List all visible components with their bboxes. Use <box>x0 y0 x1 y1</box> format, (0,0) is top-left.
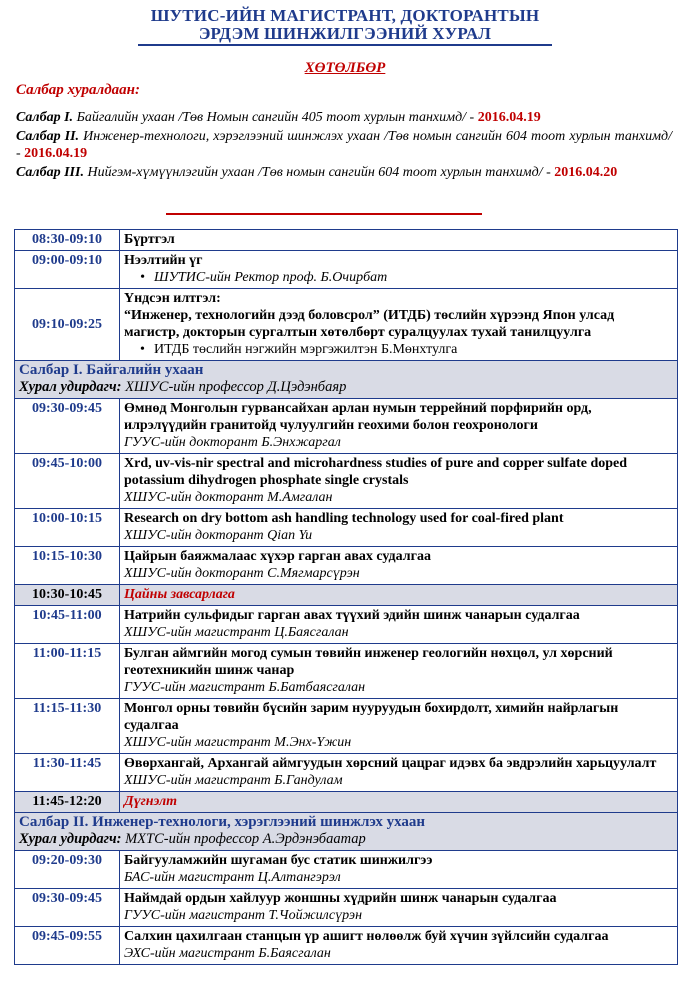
content-cell <box>120 454 678 509</box>
table-row <box>15 251 678 289</box>
break-row <box>15 585 678 606</box>
content-cell <box>120 585 678 606</box>
content-cell <box>120 851 678 889</box>
chair-label: Хурал удирдагч: <box>19 379 122 395</box>
session-name: Салбар III. <box>16 165 84 180</box>
talk-author: ГУУС-ийн магистрант Т.Чойжилсүрэн <box>124 908 363 923</box>
talk-author: ГУУС-ийн магистрант Б.Батбаясгалан <box>124 680 366 695</box>
table-row <box>15 699 678 754</box>
content-cell <box>120 547 678 585</box>
content-cell <box>120 927 678 965</box>
time-cell: 09:20-09:30 <box>15 851 120 889</box>
chair-name: МХТС-ийн профессор А.Эрдэнэбаатар <box>125 831 366 847</box>
talk-author: ГУУС-ийн докторант Б.Энхжаргал <box>124 435 341 450</box>
talk-author: ХШУС-ийн магистрант М.Энх-Үжин <box>124 735 352 750</box>
talk-title: Xrd, uv-vis-nir spectral and microhardness studies of pure and copper sulfate doped potassium dihydrogen phosphate single crystals <box>124 456 628 488</box>
content-cell <box>120 251 678 289</box>
session-name: Салбар I. <box>16 110 74 125</box>
talk-author: ХШУС-ийн магистрант Б.Гандулам <box>124 773 343 788</box>
section-chair <box>19 831 673 848</box>
time-cell: 09:45-10:00 <box>15 454 120 509</box>
speaker: • ИТДБ төслийн нэгжийн мэргэжилтэн Б.Мөнхтулга <box>124 341 673 358</box>
talk-title: Research on dry bottom ash handling technology used for coal-fired plant <box>124 511 564 526</box>
closing-label: Дүгнэлт <box>124 794 178 809</box>
table-row <box>15 644 678 699</box>
table-row <box>15 606 678 644</box>
header-line-1: ШУТИС-ИЙН МАГИСТРАНТ, ДОКТОРАНТЫН <box>150 6 540 25</box>
keynote-title: “Инженер, технологийн дээд боловсрол” (ИТДБ) төслийн хүрээнд Япон улсад магистр, докторын сургалтын хөтөлбөрт суралцуулах тухай танилцуулга <box>124 308 615 340</box>
content-cell <box>120 792 678 813</box>
chair-name: ХШУС-ийн профессор Д.Цэдэнбаяр <box>125 379 347 395</box>
time-cell: 09:30-09:45 <box>15 399 120 454</box>
table-row <box>15 547 678 585</box>
table-row <box>15 230 678 251</box>
item-title: Нээлтийн үг <box>124 253 203 268</box>
time-cell: 11:15-11:30 <box>15 699 120 754</box>
time-cell: 10:45-11:00 <box>15 606 120 644</box>
content-cell <box>120 699 678 754</box>
time-cell: 08:30-09:10 <box>15 230 120 251</box>
table-row <box>15 927 678 965</box>
closing-row <box>15 792 678 813</box>
talk-author: ХШУС-ийн докторант Qian Yu <box>124 528 313 543</box>
session-place: Инженер-технологи, хэрэглээний шинжлэх ухаан /Төв номын сангийн 604 тоот хурлын танхимд/ - <box>16 129 672 161</box>
talk-title: Монгол орны төвийн бүсийн зарим нууруудын бохирдолт, химийн найрлагын судалгаа <box>124 701 619 733</box>
talk-author: ХШУС-ийн докторант М.Амгалан <box>124 490 333 505</box>
session-place: Нийгэм-хүмүүнлэгийн ухаан /Төв номын сангийн 604 тоот хурлын танхимд/ - <box>87 165 551 180</box>
talk-author: ХШУС-ийн магистрант Ц.Баясгалан <box>124 625 349 640</box>
content-cell <box>120 289 678 361</box>
content-cell <box>120 754 678 792</box>
section-header-row <box>15 361 678 399</box>
time-cell: 10:30-10:45 <box>15 585 120 606</box>
keynote-label: Үндсэн илтгэл: <box>124 291 221 306</box>
time-cell: 09:30-09:45 <box>15 889 120 927</box>
talk-title: Салхин цахилгаан станцын үр ашигт нөлөөлж буй хүчин зүйлсийн судалгаа <box>124 929 609 944</box>
section-header-row <box>15 813 678 851</box>
chair-label: Хурал удирдагч: <box>19 831 122 847</box>
table-row <box>15 754 678 792</box>
time-cell: 09:45-09:55 <box>15 927 120 965</box>
talk-author: ХШУС-ийн докторант С.Мягмарсүрэн <box>124 566 360 581</box>
talk-title: Булган аймгийн могод сумын төвийн инженер геологийн нөхцөл, ул хөрсний геотехникийн шинж чанар <box>124 646 613 678</box>
content-cell <box>120 889 678 927</box>
session-date: 2016.04.19 <box>477 110 541 125</box>
sessions-heading: Салбар хуралдаан: <box>16 82 140 98</box>
talk-title: Натрийн сульфидыг гарган авах түүхий эдийн шинж чанарын судалгаа <box>124 608 580 623</box>
session-line-2 <box>16 128 672 162</box>
item-title: Бүртгэл <box>124 232 175 247</box>
table-row <box>15 509 678 547</box>
time-cell: 11:45-12:20 <box>15 792 120 813</box>
section-cell <box>15 813 678 851</box>
table-row <box>15 851 678 889</box>
table-row <box>15 289 678 361</box>
talk-title: Өмнөд Монголын гурвансайхан арлан нумын террейний порфирийн орд, илрэлүүдийн гранитойд чулуулгийн геохими болон геохронологи <box>124 401 592 433</box>
time-cell: 09:10-09:25 <box>15 289 120 361</box>
session-name: Салбар II. <box>16 129 80 144</box>
break-label: Цайны завсарлага <box>124 587 235 602</box>
table-row <box>15 399 678 454</box>
session-line-1 <box>16 109 672 126</box>
talk-author: ЭХС-ийн магистрант Б.Баясгалан <box>124 946 331 961</box>
session-place: Байгалийн ухаан /Төв Номын сангийн 405 тоот хурлын танхимд/ - <box>76 110 475 125</box>
content-cell <box>120 399 678 454</box>
talk-title: Цайрын баяжмалаас хүхэр гарган авах судалгаа <box>124 549 431 564</box>
time-cell: 10:15-10:30 <box>15 547 120 585</box>
header-line-2: ЭРДЭМ ШИНЖИЛГЭЭНИЙ ХУРАЛ <box>198 24 492 43</box>
talk-title: Байгууламжийн шугаман бус статик шинжилгээ <box>124 853 433 868</box>
session-line-3 <box>16 164 672 181</box>
session-date: 2016.04.20 <box>554 165 618 180</box>
content-cell <box>120 606 678 644</box>
content-cell <box>120 509 678 547</box>
section-chair <box>19 379 673 396</box>
time-cell: 09:00-09:10 <box>15 251 120 289</box>
separator-line <box>166 213 482 215</box>
program-title: ХӨТӨЛБӨР <box>304 60 386 76</box>
talk-title: Наймдай ордын хайлуур жоншны хүдрийн шинж чанарын судалгаа <box>124 891 557 906</box>
speaker: • ШУТИС-ийн Ректор проф. Б.Очирбат <box>124 269 673 286</box>
session-date: 2016.04.19 <box>24 146 88 161</box>
schedule-table <box>14 229 678 965</box>
section-title: Салбар I. Байгалийн ухаан <box>19 362 204 378</box>
table-row <box>15 454 678 509</box>
talk-author: БАС-ийн магистрант Ц.Алтангэрэл <box>124 870 341 885</box>
table-row <box>15 889 678 927</box>
content-cell <box>120 644 678 699</box>
talk-title: Өвөрхангай, Архангай аймгуудын хөрсний цацраг идэвх ба эвдрэлийн харьцуулалт <box>124 756 657 771</box>
section-cell <box>15 361 678 399</box>
time-cell: 11:00-11:15 <box>15 644 120 699</box>
section-title: Салбар II. Инженер-технологи, хэрэглээний шинжлэх ухаан <box>19 814 426 830</box>
time-cell: 10:00-10:15 <box>15 509 120 547</box>
header-underline <box>138 44 552 46</box>
time-cell: 11:30-11:45 <box>15 754 120 792</box>
content-cell <box>120 230 678 251</box>
